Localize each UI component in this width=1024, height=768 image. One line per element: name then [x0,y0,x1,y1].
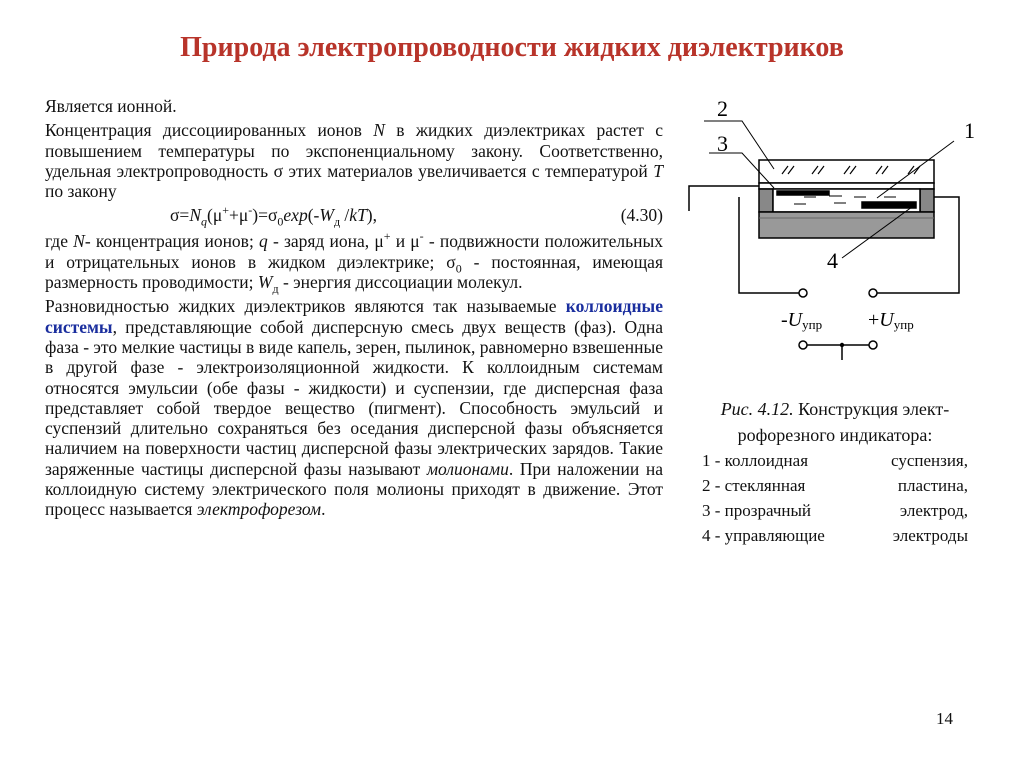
label-2: 2 [717,96,728,121]
terminal-plus-top [869,289,877,297]
caption-title-cont: рофорезного индикатора: [737,425,933,445]
page-title: Природа электропроводности жидких диэлектриков [180,32,844,63]
left-spacer [759,189,773,212]
formula-number: (4.30) [620,205,663,226]
electrophoretic-indicator-diagram [684,96,984,366]
terminal-minus-top [799,289,807,297]
terminal-minus-bottom [799,341,807,349]
caption-item: 2 - стеклянная пластина, [702,476,968,495]
paragraph-definitions: где N- концентрация ионов; q - заряд иона, μ+ и μ- - подвижности положительных и отрицательных ионов в жидком диэлектрике; $\sigma_0$ - постоянная, имеющая размерность проводимости; $W_д$ - энергия диссоциации молекул. [45,229,663,296]
formula-4-30 [45,205,663,227]
substrate [759,212,934,238]
transparent-electrode [759,183,934,189]
formula-expression: $\sigma=N_q(\mu^++\mu^-)=\sigma_0\exp(-W_д$ /kT), [170,203,377,229]
caption-item: 3 - прозрачный электрод, [702,501,968,520]
label-3: 3 [717,131,728,156]
figure-caption [680,396,990,548]
label-u-plus: +Uупр [868,309,914,332]
label-u-minus: -Uупр [781,309,823,332]
caption-item: 4 - управляющие электроды [702,526,968,545]
label-4: 4 [827,248,838,273]
terminal-plus-bottom [869,341,877,349]
paragraph-intro: Является ионной. [45,96,177,116]
control-electrode-left [777,191,829,195]
main-text [45,96,663,526]
caption-item: 1 - коллоидная суспензия, [702,451,968,470]
right-spacer [920,189,934,212]
highlight-colloid-systems: коллоидные системы [45,296,663,337]
caption-title: Рис. 4.12. Конструкция элект- [720,399,950,419]
control-electrode-right [862,202,916,208]
page-number: 14 [936,709,953,728]
label-1: 1 [964,118,975,143]
paragraph-colloids: Разновидностью жидких диэлектриков являются так называемые коллоидные системы, представляющие собой дисперсную смесь двух веществ (фаз). Одна фаза - это мелкие частицы в виде капель, зерен, пылинок, равномерно взвешенные в другой фазе - электроизоляционной жидкости. К коллоидным системам относятся эмульсии (обе фазы - жидкости) и суспензии, где дисперсная фаза представляет собой твердое вещество (пигмент). Способность эмульсий и суспензий длительно сохраняться без оседания дисперсной фазы объясняется наличием на поверхности частиц дисперсной фазы электрических зарядов. Такие заряженные частицы дисперсной фазы называют молионами. При наложении на коллоидную систему электрического поля молионы приходят в движение. Этот процесс называется электрофорезом. [45,296,663,520]
paragraph-concentration: Концентрация диссоциированных ионов N в жидких диэлектриках растет с повышением температуры по экспоненциальному закону. Соответственно, удельная электропроводность σ этих материалов увеличивается с температурой T по закону [45,120,663,202]
